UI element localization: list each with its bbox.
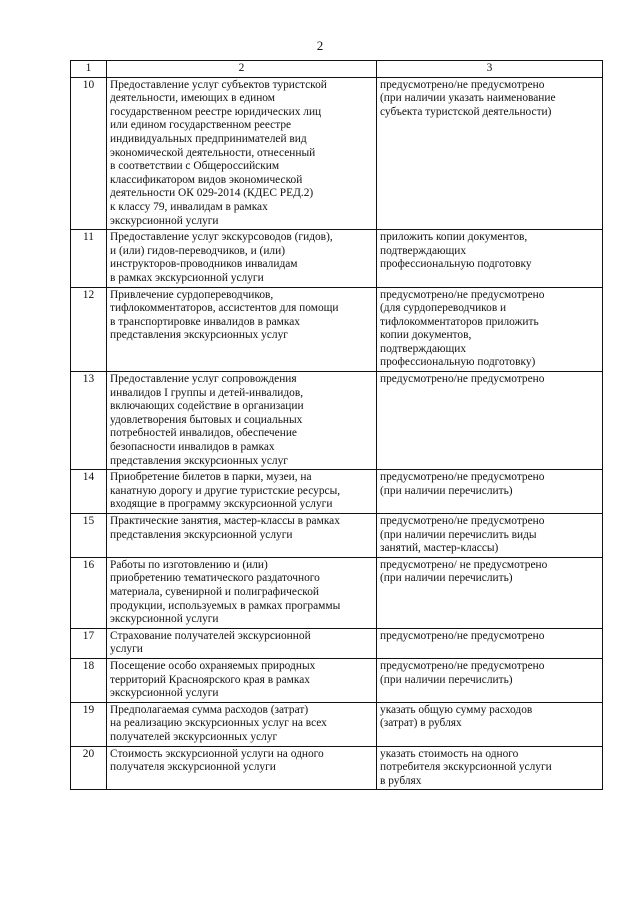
service-cell: Привлечение сурдопереводчиков, тифлокомментаторов, ассистентов для помощи в транспортировке инвалидов в рамках представления экскурсионных услуг: [107, 287, 377, 372]
note-cell: указать общую сумму расходов (затрат) в рублях: [377, 702, 603, 746]
column-header-number: 1: [71, 61, 107, 78]
table-row: [71, 470, 603, 514]
service-cell: Стоимость экскурсионной услуги на одного получателя экскурсионной услуги: [107, 746, 377, 790]
table-row: [71, 287, 603, 372]
service-cell: Работы по изготовлению и (или) приобретению тематического раздаточного материала, сувенирной и полиграфической продукции, используемых в рамках программы экскурсионной услуги: [107, 557, 377, 628]
service-cell: Предоставление услуг экскурсоводов (гидов), и (или) гидов-переводчиков, и (или) инструкторов-проводников инвалидам в рамках экскурсионной услуги: [107, 230, 377, 287]
note-cell: предусмотрено/не предусмотрено (при наличии перечислить виды занятий, мастер-классы): [377, 514, 603, 558]
service-cell: Предоставление услуг сопровождения инвалидов I группы и детей-инвалидов, включающих содействие в организации удовлетворения бытовых и социальных потребностей инвалидов, обеспечение безопасности инвалидов в рамках представления экскурсионных услуг: [107, 372, 377, 470]
note-cell: приложить копии документов, подтверждающих профессиональную подготовку: [377, 230, 603, 287]
note-cell: предусмотрено/не предусмотрено (при наличии указать наименование субъекта туристской деятельности): [377, 77, 603, 230]
note-cell: предусмотрено/не предусмотрено: [377, 628, 603, 658]
row-number: 18: [71, 658, 107, 702]
table-row: [71, 702, 603, 746]
table-row: [71, 658, 603, 702]
table-row: [71, 230, 603, 287]
row-number: 17: [71, 628, 107, 658]
table-row: [71, 514, 603, 558]
note-cell: предусмотрено/ не предусмотрено (при наличии перечислить): [377, 557, 603, 628]
service-cell: Практические занятия, мастер-классы в рамках представления экскурсионной услуги: [107, 514, 377, 558]
table-row: [71, 77, 603, 230]
row-number: 13: [71, 372, 107, 470]
service-cell: Предполагаемая сумма расходов (затрат) на реализацию экскурсионных услуг на всех получателей экскурсионных услуг: [107, 702, 377, 746]
table-row: [71, 746, 603, 790]
row-number: 20: [71, 746, 107, 790]
service-cell: Посещение особо охраняемых природных территорий Красноярского края в рамках экскурсионной услуги: [107, 658, 377, 702]
table-row: [71, 372, 603, 470]
service-cell: Страхование получателей экскурсионной услуги: [107, 628, 377, 658]
table-header-row: [71, 61, 603, 78]
row-number: 16: [71, 557, 107, 628]
service-cell: Приобретение билетов в парки, музеи, на канатную дорогу и другие туристские ресурсы, входящие в программу экскурсионной услуги: [107, 470, 377, 514]
column-header-service: 2: [107, 61, 377, 78]
services-table: [70, 60, 603, 790]
row-number: 11: [71, 230, 107, 287]
row-number: 19: [71, 702, 107, 746]
note-cell: указать стоимость на одного потребителя экскурсионной услуги в рублях: [377, 746, 603, 790]
table-row: [71, 628, 603, 658]
column-header-note: 3: [377, 61, 603, 78]
note-cell: предусмотрено/не предусмотрено (при наличии перечислить): [377, 470, 603, 514]
page-number: 2: [316, 38, 324, 53]
note-cell: предусмотрено/не предусмотрено (для сурдопереводчиков и тифлокомментаторов приложить копии документов, подтверждающих профессиональную подготовку): [377, 287, 603, 372]
row-number: 15: [71, 514, 107, 558]
row-number: 10: [71, 77, 107, 230]
note-cell: предусмотрено/не предусмотрено: [377, 372, 603, 470]
row-number: 14: [71, 470, 107, 514]
row-number: 12: [71, 287, 107, 372]
note-cell: предусмотрено/не предусмотрено (при наличии перечислить): [377, 658, 603, 702]
table-row: [71, 557, 603, 628]
service-cell: Предоставление услуг субъектов туристской деятельности, имеющих в едином государственном реестре юридических лиц или едином государственном реестре индивидуальных предпринимателей вид экономической деятельности, отнесенный в соответствии с Общероссийским классификатором видов экономической деятельности ОК 029-2014 (КДЕС РЕД.2) к классу 79, инвалидам в рамках экскурсионной услуги: [107, 77, 377, 230]
